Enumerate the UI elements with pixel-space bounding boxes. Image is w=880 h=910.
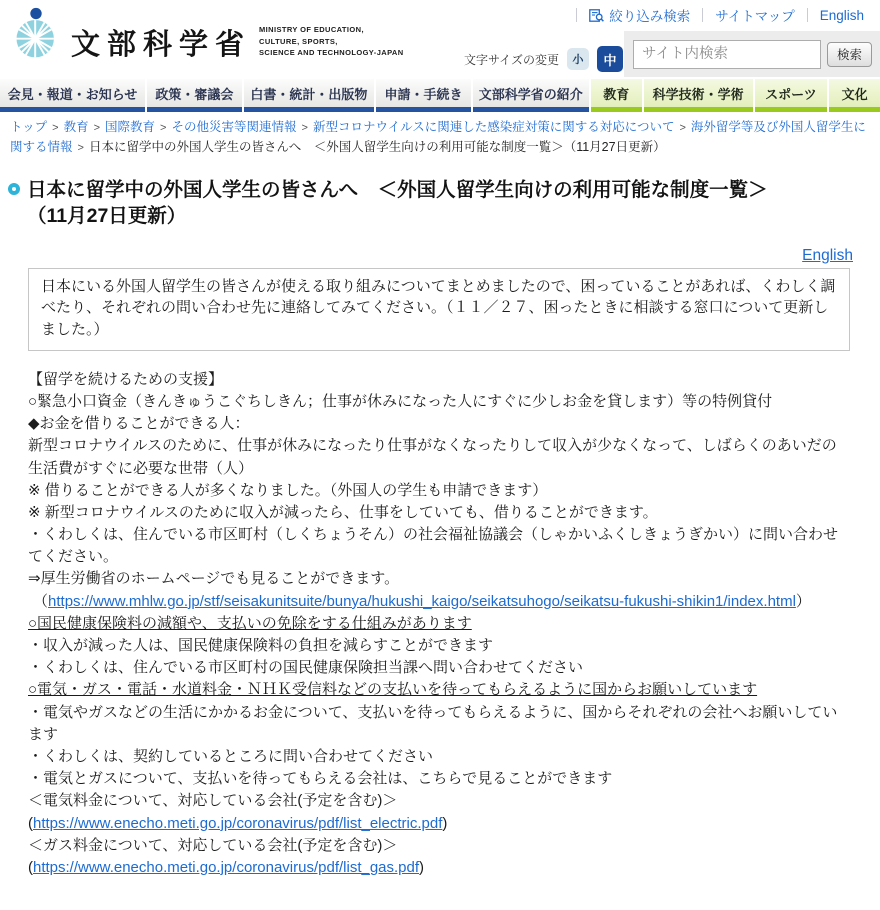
nav-tab-sports[interactable]: スポーツ: [755, 79, 828, 112]
breadcrumb-link-international-education[interactable]: 国際教育: [105, 120, 156, 134]
breadcrumb-current-page: 日本に留学中の外国人学生の皆さんへ ＜外国人留学生向けの利用可能な制度一覧＞（11月27日更新）: [88, 139, 666, 154]
nav-tab-education[interactable]: 教育: [591, 79, 642, 112]
nav-tab-press[interactable]: 会見・報道・お知らせ: [0, 79, 145, 112]
nav-tab-about-mext[interactable]: 文部科学省の紹介: [473, 79, 589, 112]
search-button[interactable]: 検索: [827, 42, 872, 67]
mhlw-link[interactable]: https://www.mhlw.go.jp/stf/seisakunitsuite/bunya/hukushi_kaigo/seikatsuhogo/seikatsu-fukushi-shikin1/index.html: [48, 592, 796, 610]
english-header-link[interactable]: English: [819, 7, 864, 23]
breadcrumb-link-top[interactable]: トップ: [10, 120, 48, 134]
mext-logo[interactable]: [10, 7, 404, 63]
page-title-row: [8, 177, 868, 230]
loan-contact: ・くわしくは、住んでいる市区町村（しくちょうそん）の社会福祉協議会（しゃかいふくしきょうぎかい）に問い合わせてください。: [28, 526, 839, 566]
loan-note-1: ※ 借りることができる人が多くなりました。（外国人の学生も申請できます）: [28, 481, 548, 499]
loan-who-label: ◆お金を借りることができる人：: [28, 415, 250, 433]
loan-who-desc: 新型コロナウイルスのために、仕事が休みになったり仕事がなくなったりして収入が少なくなって、しばらくのあいだの生活費がすぐに必要な世帯（人）: [28, 437, 837, 477]
site-header: [0, 0, 880, 79]
utility-links: [576, 5, 876, 25]
text-size-small-button[interactable]: 小: [567, 48, 589, 70]
loan-note-2: ※ 新型コロナウイルスのために収入が減ったら、仕事をしていても、借りることができます。: [28, 503, 658, 521]
breadcrumb-link-disaster-info[interactable]: その他災害等関連情報: [171, 120, 297, 134]
nav-tab-science[interactable]: 科学技術・学術: [644, 79, 753, 112]
utilities-line-3: ・電気とガスについて、支払いを待ってもらえる会社は、こちらで見ることができます: [28, 770, 613, 788]
sitemap-link[interactable]: サイトマップ: [715, 9, 795, 24]
global-nav: [0, 79, 880, 112]
gas-link-line: (https://www.enecho.meti.go.jp/coronavirus/pdf/list_gas.pdf): [28, 858, 425, 876]
text-size-label: 文字サイズの変更: [464, 52, 560, 67]
english-version-row: [0, 247, 853, 265]
site-search-panel: [624, 31, 880, 77]
site-search-input[interactable]: [633, 40, 821, 69]
mhlw-note: ⇒厚生労働省のホームページでも見ることができます。: [28, 570, 400, 588]
gas-companies-heading: ＜ガス料金について、対応している会社(予定を含む)＞: [28, 836, 398, 854]
filter-search-icon: [589, 9, 604, 22]
insurance-line-2: ・くわしくは、住んでいる市区町村の国民健康保険担当課へ問い合わせてください: [28, 659, 584, 677]
nav-tab-whitepaper[interactable]: 白書・統計・出版物: [244, 79, 375, 112]
main-content: [28, 369, 850, 879]
text-size-medium-button[interactable]: 中: [597, 46, 623, 72]
utilities-section-title: ○電気・ガス・電話・水道料金・ＮＨＫ受信料などの支払いを待ってもらえるように国からお願いしています: [28, 681, 758, 699]
mext-logo-icon: [10, 7, 62, 59]
utilities-line-1: ・電気やガスなどの生活にかかるお金について、支払いを待ってもらえるように、国からそれぞれの会社へお願いしています: [28, 703, 838, 743]
insurance-line-1: ・収入が減った人は、国民健康保険料の負担を減らすことができます: [28, 637, 494, 655]
breadcrumb-link-covid-response[interactable]: 新型コロナウイルスに関連した感染症対策に関する対応について: [312, 120, 675, 134]
electric-link-line: (https://www.enecho.meti.go.jp/coronavirus/pdf/list_electric.pdf): [28, 814, 448, 832]
page-title: 日本に留学中の外国人学生の皆さんへ ＜外国人留学生向けの利用可能な制度一覧＞（11月27日更新）: [27, 178, 768, 228]
intro-box: 日本にいる外国人留学生の皆さんが使える取り組みについてまとめましたので、困っていることがあれば、くわしく調べたり、それぞれの問い合わせ先に連絡してみてください。（１１／２７、困ったときに相談する窓口について更新しました。）: [28, 268, 850, 351]
nav-tab-applications[interactable]: 申請・手続き: [376, 79, 470, 112]
breadcrumb-link-study-abroad-info[interactable]: 海外留学等及び外国人留学生に関する情報: [10, 120, 866, 154]
gas-companies-link[interactable]: https://www.enecho.meti.go.jp/coronavirus/pdf/list_gas.pdf: [33, 858, 420, 876]
nav-tab-culture[interactable]: 文化: [829, 79, 880, 112]
mhlw-link-line: （https://www.mhlw.go.jp/stf/seisakunitsuite/bunya/hukushi_kaigo/seikatsuhogo/seikatsu-fukushi-shikin1/index.html）: [33, 592, 811, 610]
support-section-heading: 【留学を続けるための支援】: [28, 370, 224, 388]
english-page-link[interactable]: English: [802, 246, 853, 264]
insurance-section-title: ○国民健康保険料の減額や、支払いの免除をする仕組みがあります: [28, 614, 472, 632]
title-bullet-icon: [8, 183, 20, 195]
breadcrumb: トップ > 教育 > 国際教育 > その他災害等関連情報 > 新型コロナウイルスに関連した感染症対策に関する対応について > 海外留学等及び外国人留学生に関する情報 > 日本に留学中の外国人学生の皆さんへ ＜外国人留学生向けの利用可能な制度一覧＞（11月27日更新）: [10, 120, 866, 154]
breadcrumb-link-education[interactable]: 教育: [63, 120, 89, 134]
nav-tab-policy[interactable]: 政策・審議会: [147, 79, 241, 112]
electric-companies-heading: ＜電気料金について、対応している会社(予定を含む)＞: [28, 792, 398, 810]
ministry-name-english: MINISTRY OF EDUCATION, CULTURE, SPORTS, SCIENCE AND TECHNOLOGY-JAPAN: [259, 25, 404, 58]
ministry-name: 文部科学省: [71, 29, 252, 61]
loan-title: ○緊急小口資金（きんきゅうこぐちしきん；仕事が休みになった人にすぐに少しお金を貸します）等の特例貸付: [28, 392, 773, 410]
utilities-line-2: ・くわしくは、契約しているところに問い合わせてください: [28, 747, 434, 765]
filter-search-link[interactable]: 絞り込み検索: [577, 5, 702, 25]
electric-companies-link[interactable]: https://www.enecho.meti.go.jp/coronavirus/pdf/list_electric.pdf: [33, 814, 443, 832]
